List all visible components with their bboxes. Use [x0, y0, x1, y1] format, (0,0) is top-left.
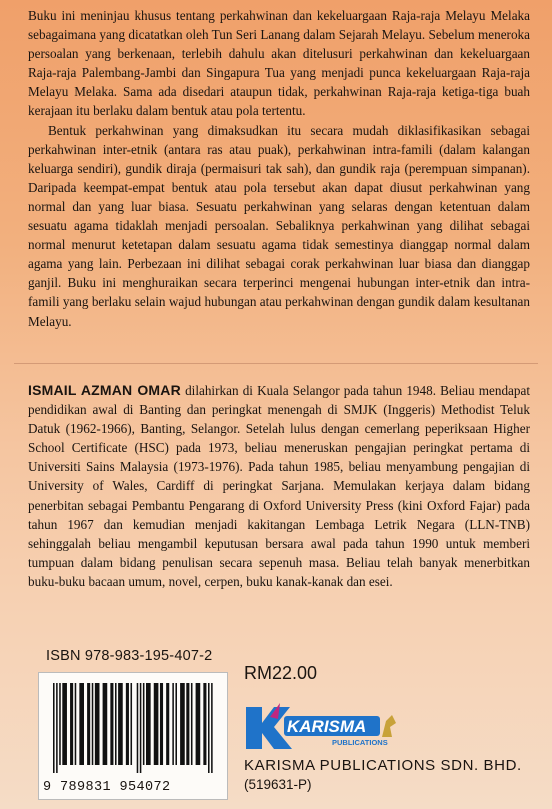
barcode-bar	[191, 683, 193, 765]
barcode-bar	[110, 683, 113, 765]
barcode-bar	[95, 683, 100, 765]
barcode-bar	[180, 683, 185, 765]
barcode-bar	[203, 683, 206, 765]
barcode-bar	[160, 683, 163, 765]
author-bio	[28, 381, 530, 591]
barcode-bar	[143, 683, 145, 765]
barcode-bar	[53, 683, 55, 773]
barcode-bar	[56, 683, 58, 773]
barcode-bar	[140, 683, 142, 773]
barcode-bar	[62, 683, 67, 765]
barcode-bar	[154, 683, 159, 765]
barcode-digits: 9 789831 954072	[43, 780, 171, 795]
barcode-icon	[51, 683, 217, 773]
barcode-bar	[166, 683, 169, 765]
barcode-bar	[196, 683, 201, 765]
author-name: ISMAIL AZMAN OMAR	[28, 382, 181, 398]
publisher-registration: (519631-P)	[244, 777, 312, 792]
barcode-bar	[70, 683, 73, 765]
author-bio-paragraph	[28, 381, 530, 591]
barcode-label	[38, 672, 228, 800]
barcode-bar	[59, 683, 61, 765]
barcode-bar	[137, 683, 139, 773]
barcode-bar	[103, 683, 108, 765]
karisma-logo	[240, 697, 400, 753]
synopsis-paragraph-1: Buku ini meninjau khusus tentang perkahwinan dan kekeluargaan Raja-raja Melayu Melaka sebagaimana yang dicatatkan oleh Tun Seri Lanang dalam Sejarah Melayu. Sebelum meneroka persoalan yang berkenaan, terlebih dahulu akan ditelusuri perkahwinan dan kekeluargaan Raja-raja Palembang-Jambi dan Singapura Tua yang menjadi punca kekeluargaan Raja-raja Melayu Melaka. Sama ada disedari ataupun tidak, perkahwinan Raja-raja ketiga-tiga buah kerajaan itu berlaku dalam bentuk atau pola tertentu.	[28, 8, 530, 119]
barcode-bar	[211, 683, 213, 773]
logo-subtext: PUBLICATIONS	[332, 738, 388, 747]
barcode-bar	[175, 683, 177, 765]
barcode-bar	[115, 683, 117, 765]
publisher-name: KARISMA PUBLICATIONS SDN. BHD.	[244, 757, 522, 774]
barcode-bar	[172, 683, 174, 765]
author-bio-text: dilahirkan di Kuala Selangor pada tahun 1948. Beliau mendapat pendidikan awal di Banting dan peringkat menengah di SMJK (Inggeris) Methodist Teluk Datuk (1962-1966), Banting, Selangor. Setelah lulus dengan cemerlang peperiksaan Higher School Certificate (HSC) pada 1973, beliau meneruskan pengajian peringkat pertama di Universiti Sains Malaysia (1973-1976). Pada tahun 1985, beliau menyambung pengajian di University of Wales, Cardiff di peringkat Sarjana. Memulakan kerjaya dalam bidang penerbitan sebagai Pembantu Pengarang di Oxford University Press (kini Oxford Fajar) pada tahun 1967 dan kemudian menjadi kakitangan Lembaga Letrik Negara (LLN-TNB) sehinggalah beliau mengambil keputusan bersara awal pada tahun 1990 untuk memberi tumpuan dalam bidang penulisan secara sepenuh masa. Beliau telah banyak menerbitkan buku-buku bacaan umum, novel, cerpen, buku kanak-kanak dan esei.	[28, 383, 531, 589]
barcode-bar	[146, 683, 151, 765]
barcode-bar	[92, 683, 94, 765]
price-label: RM22.00	[244, 663, 318, 683]
logo-horse-icon	[382, 715, 396, 737]
isbn-number: ISBN 978-983-195-407-2	[46, 648, 213, 664]
barcode-bar	[131, 683, 133, 765]
barcode-bar	[208, 683, 210, 773]
barcode-bar	[186, 683, 189, 765]
synopsis	[28, 6, 530, 331]
barcode-bar	[75, 683, 77, 765]
logo-wordmark: KARISMA	[287, 717, 367, 736]
synopsis-paragraph-2: Bentuk perkahwinan yang dimaksudkan itu secara mudah diklasifikasikan sebagai perkahwinan inter-etnik (antara ras atau puak), perkahwinan intra-famili (dalam kalangan keluarga sendiri), gundik diraja (permaisuri tak sah), dan gundik raja (perempuan simpanan). Daripada keempat-empat bentuk atau pola tersebut akan dapat diusut perkahwinan yang normal dan yang luar biasa. Sesuatu perkahwinan yang selaras dengan ketentuan dalam sesuatu agama tidaklah menjadi persoalan. Sebaliknya perkahwinan yang dilihat sebagai normal menurut ketetapan dalam sesuatu agama tidak semestinya dianggap normal dalam agama yang lain. Perbezaan ini dilihat sebagai corak perkahwinan luar biasa dan dianggap ganjil. Buku ini menghuraikan secara terperinci mengenai hubungan inter-etnik dan intra-famili yang berlaku selain wajud hubungan atau perkahwinan dengan gundik dalam kesultanan Melayu.	[28, 122, 530, 329]
section-divider	[14, 363, 538, 364]
barcode-bar	[79, 683, 84, 765]
barcode-bar	[126, 683, 129, 765]
barcode-bar	[118, 683, 123, 765]
barcode-bar	[87, 683, 90, 765]
